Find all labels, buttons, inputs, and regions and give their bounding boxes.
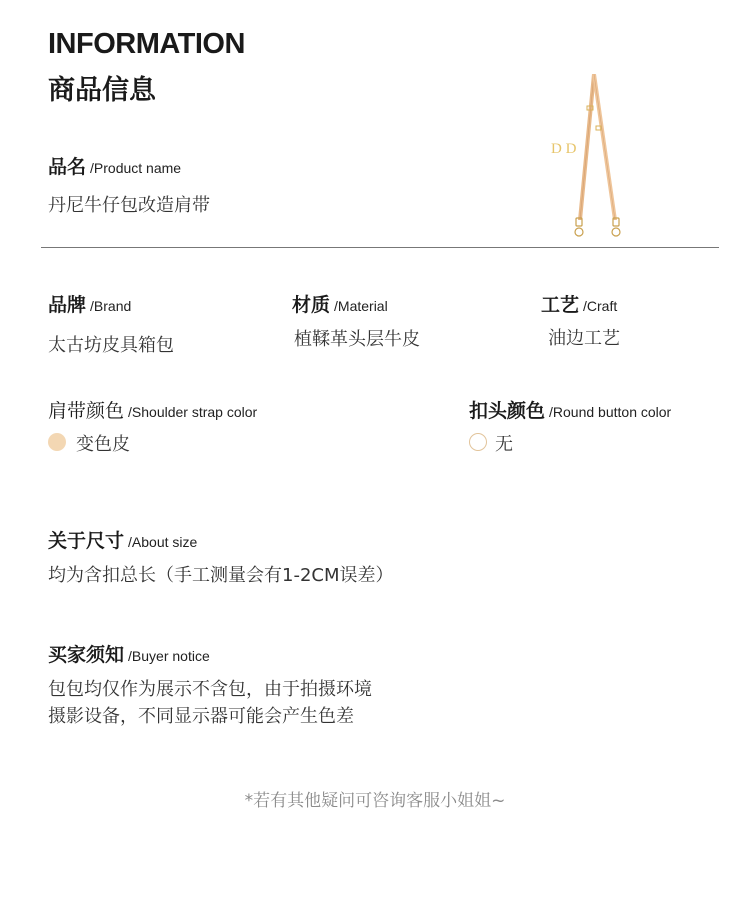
craft-value: 油边工艺 [548,328,620,349]
size-value: 均为含扣总长（手工测量会有1-2CM误差） [48,565,394,586]
button-color-label-en: /Round button color [549,404,672,420]
brand-label [48,290,131,317]
brand-label-cn: 品牌 [48,294,87,316]
button-color-label [469,396,671,423]
svg-text:D D: D D [551,141,577,157]
notice-label [48,640,210,667]
button-color-value: 无 [495,434,513,455]
material-label [292,290,388,317]
button-color-swatch [469,433,487,451]
strap-color-swatch [48,433,66,451]
strap-color-label [48,396,257,423]
craft-label-cn: 工艺 [541,294,580,316]
product-name-label-cn: 品名 [48,156,87,178]
craft-label-en: /Craft [583,298,618,314]
material-label-cn: 材质 [292,294,331,316]
notice-line-1: 包包均仅作为展示不含包，由于拍摄环境 [48,679,372,700]
footer-note: *若有其他疑问可咨询客服小姐姐~ [244,791,506,811]
material-label-en: /Material [334,298,388,314]
product-name-value: 丹尼牛仔包改造肩带 [48,195,210,216]
size-label-en: /About size [128,534,198,550]
size-label-cn: 关于尺寸 [48,530,125,552]
material-value: 植鞣革头层牛皮 [294,329,420,350]
strap-color-label-en: /Shoulder strap color [128,404,258,420]
brand-label-en: /Brand [90,298,132,314]
craft-label [541,290,617,317]
strap-color-label-cn: 肩带颜色 [48,400,125,422]
brand-value: 太古坊皮具箱包 [48,335,174,356]
product-name-label-en: /Product name [90,160,182,176]
size-label [48,526,197,553]
strap-color-value: 变色皮 [76,434,130,455]
page-title-cn: 商品信息 [48,75,156,106]
shoulder-strap-image [545,68,655,243]
notice-label-cn: 买家须知 [48,644,125,666]
notice-line-2: 摄影设备，不同显示器可能会产生色差 [48,706,354,727]
page-title-en: INFORMATION [48,28,245,60]
section-divider [41,247,719,248]
button-color-label-cn: 扣头颜色 [469,400,546,422]
notice-label-en: /Buyer notice [128,648,210,664]
product-name-label [48,152,181,179]
